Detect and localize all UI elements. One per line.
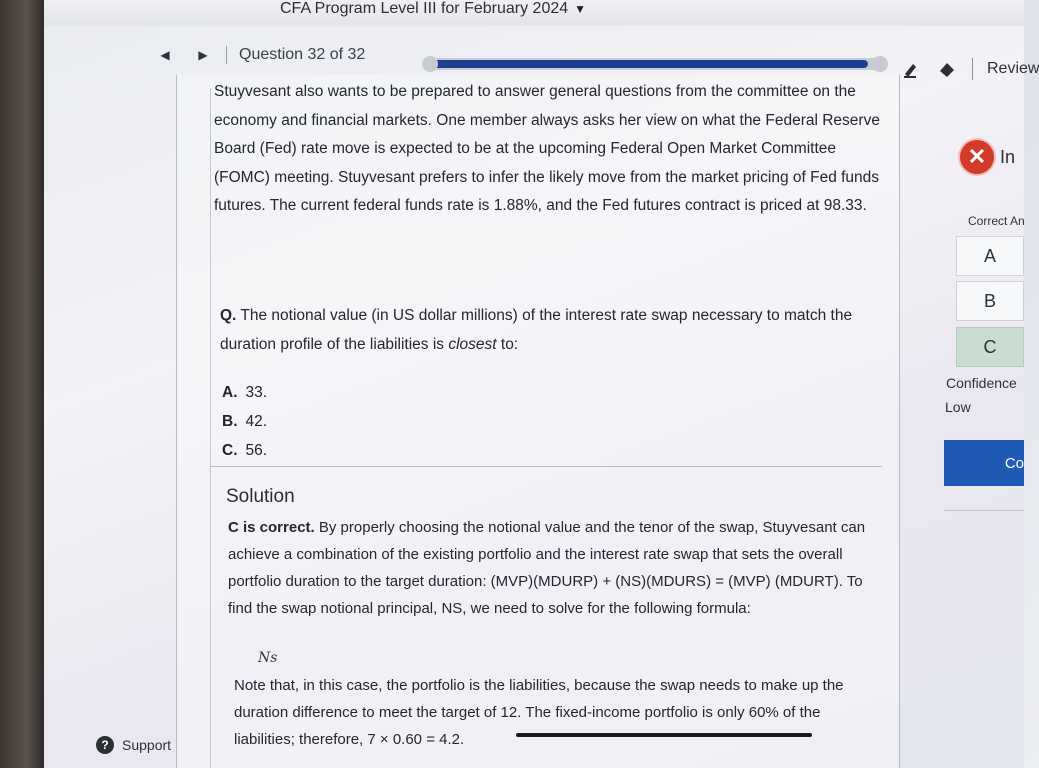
- answer-options: [222, 378, 267, 465]
- caret-down-icon: ▼: [574, 2, 587, 16]
- solution-correct-lead: C is correct.: [228, 519, 315, 536]
- question-counter: Question 32 of 32: [239, 46, 366, 63]
- toolbar: [900, 58, 1039, 80]
- progress-bar: [424, 58, 886, 70]
- correct-answer-label: Correct An: [968, 214, 1025, 228]
- review-button[interactable]: Review: [987, 60, 1039, 77]
- solution-title: Solution: [226, 486, 295, 507]
- highlighter-icon[interactable]: [900, 58, 922, 80]
- support-label: Support: [122, 737, 172, 753]
- option-a[interactable]: [222, 378, 267, 407]
- option-letter: B.: [222, 413, 238, 430]
- option-text: 42.: [245, 413, 268, 430]
- exam-title: CFA Program Level III for February 2024: [280, 0, 569, 17]
- option-text: 33.: [245, 384, 268, 401]
- option-b[interactable]: [222, 407, 267, 436]
- solution-note: Note that, in this case, the portfolio is the liabilities, because the swap needs to make up the duration difference to meet the target of 12. The fixed-income portfolio is only 60% of the liabilities; therefore, 7 × 0.60 = 4.2.: [234, 677, 844, 748]
- question-text-part2: to:: [496, 335, 519, 353]
- question-text-part1: The notional value (in US dollar millions) of the interest rate swap necessary to match the duration profile of the liabilities is: [220, 307, 853, 353]
- option-letter: C.: [222, 442, 238, 459]
- question-navigation: [146, 44, 365, 66]
- right-divider: [944, 510, 1024, 511]
- tools-divider: [972, 58, 973, 80]
- answer-choice-c[interactable]: C: [956, 327, 1024, 367]
- solution-body: By properly choosing the notional value and the tenor of the swap, Stuyvesant can achieve a combination of the existing portfolio and the interest rate swap that sets the overall portfolio duration to the target duration: (MVP)(MDURP) + (NS)(MDURS) = (MVP) (MDURT). To find the swap notional principal, NS, we need to solve for the following formula:: [228, 519, 866, 617]
- device-bezel: [0, 0, 44, 768]
- incorrect-x-icon: ✕: [960, 140, 994, 174]
- option-c[interactable]: [222, 436, 267, 465]
- next-arrow-icon[interactable]: ▶: [198, 48, 208, 62]
- question-prefix: Q.: [220, 307, 237, 324]
- answer-choice-a[interactable]: A: [956, 236, 1024, 276]
- previous-arrow-icon[interactable]: ◀: [160, 48, 170, 62]
- progress-fill: [424, 60, 868, 68]
- help-icon: ?: [96, 736, 114, 754]
- result-status: [960, 140, 1015, 174]
- confidence-value: Low: [945, 399, 971, 415]
- vignette-text: Stuyvesant also wants to be prepared to answer general questions from the committee on the economy and financial markets. One member always asks her view on what the Federal Reserve Board (Fed) rate move is expected to be at the upcoming Federal Open Market Committee (FOMC) meeting. Stuyvesant prefers to infer the likely move from the market pricing of Fed funds futures. The current federal funds rate is 1.88%, and the Fed futures contract is priced at 98.33.: [214, 83, 880, 214]
- question-text-emphasis: closest: [448, 335, 497, 353]
- solution-explanation: [228, 514, 868, 622]
- option-letter: A.: [222, 384, 238, 401]
- exam-title-dropdown[interactable]: [280, 0, 586, 18]
- support-button[interactable]: [96, 736, 171, 754]
- action-button-label: Co: [1004, 454, 1024, 472]
- progress-start-knob: [422, 56, 438, 72]
- formula-image: Ns: [258, 650, 278, 666]
- answer-choice-b[interactable]: B: [956, 281, 1024, 321]
- scroll-indicator[interactable]: [516, 733, 812, 737]
- eraser-icon[interactable]: [936, 58, 958, 80]
- action-button[interactable]: [944, 440, 1024, 486]
- nav-divider: [226, 46, 227, 64]
- question-stem: [220, 302, 870, 359]
- option-text: 56.: [245, 442, 268, 459]
- status-label: In: [1000, 146, 1016, 167]
- progress-end-knob: [872, 56, 888, 72]
- confidence-label: Confidence: [946, 375, 1017, 391]
